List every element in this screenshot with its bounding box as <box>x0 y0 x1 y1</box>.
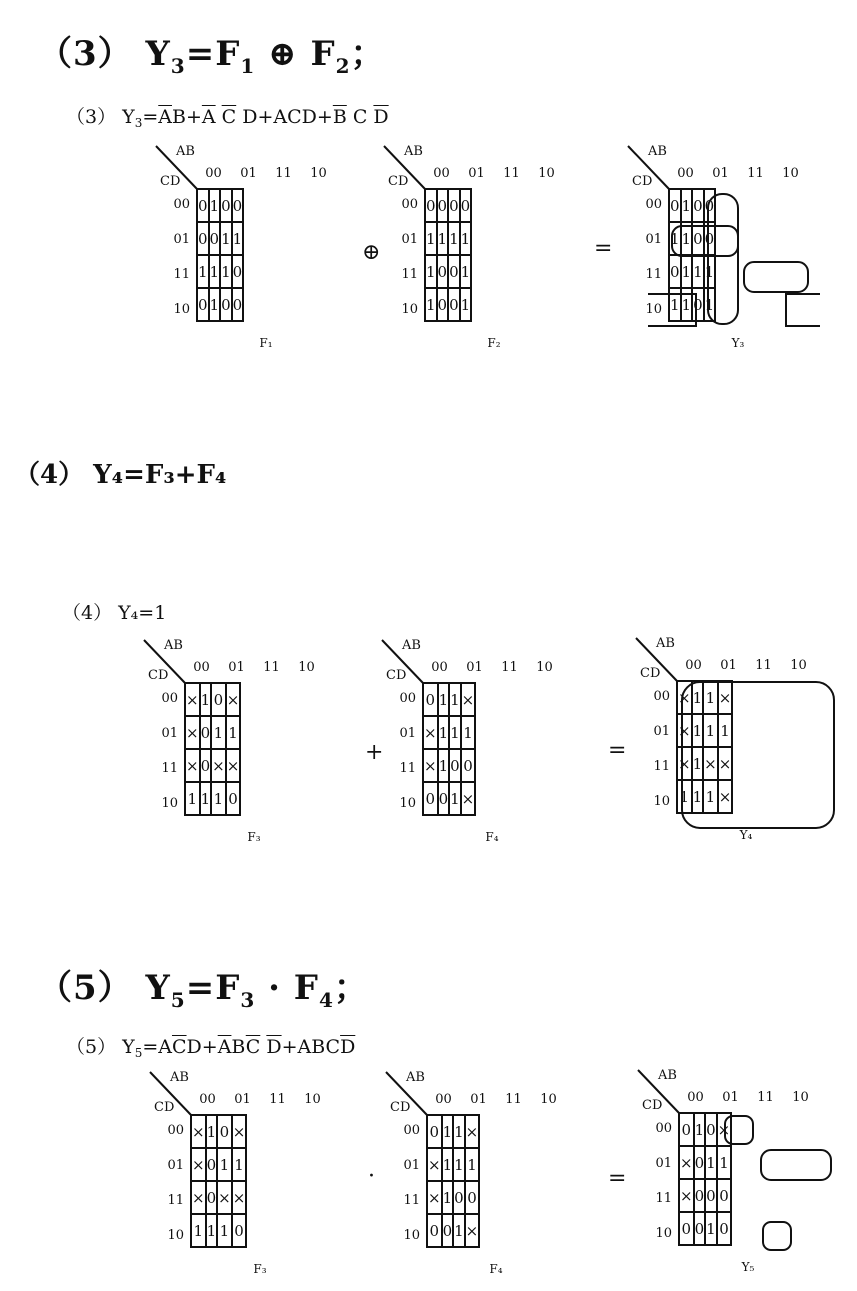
kmap-row-header: 11 <box>161 761 178 776</box>
kmap-cell: 0 <box>704 189 716 222</box>
kmap-cell: 1 <box>449 683 461 716</box>
kmap-col-header: 11 <box>505 1092 522 1107</box>
kmap-cell: × <box>703 747 718 780</box>
loop-y5-b <box>761 1150 831 1180</box>
kmap-col-header: 01 <box>712 166 729 181</box>
kmap-cell: 1 <box>191 1214 206 1247</box>
kmap-cell: 0 <box>437 189 449 222</box>
kmap-row-header: 10 <box>167 1228 184 1243</box>
kmap-cell: × <box>679 1179 694 1212</box>
kmap-cell: 0 <box>692 189 704 222</box>
kmap-col-header: 00 <box>199 1092 216 1107</box>
kmap-cell: 0 <box>705 1113 717 1146</box>
kmap-grid <box>668 188 716 322</box>
kmap-cell: 0 <box>437 255 449 288</box>
kmap-cell: 0 <box>694 1212 706 1245</box>
kmap-cell: 0 <box>197 222 209 255</box>
kmap-cell: 0 <box>423 782 438 815</box>
kmap-cell: 1 <box>681 255 693 288</box>
kmap-cell: 0 <box>692 288 704 321</box>
kmap-col-header: 10 <box>540 1092 557 1107</box>
kmap-ab-label: AB <box>402 638 421 653</box>
kmap-cd-label: CD <box>388 174 409 189</box>
kmap-col-header: 10 <box>536 660 553 675</box>
kmap-caption: Y₄ <box>739 828 753 842</box>
kmap-ab-label: AB <box>404 144 423 159</box>
kmap-cell: 1 <box>681 222 693 255</box>
kmap-cell: 1 <box>437 222 449 255</box>
kmap-row-header: 10 <box>173 302 190 317</box>
kmap-row-header: 11 <box>645 267 662 282</box>
kmap-cell: 0 <box>197 189 209 222</box>
kmap-cell: 0 <box>200 716 212 749</box>
kmap-cell: × <box>677 747 692 780</box>
kmap-row-header: 01 <box>399 726 416 741</box>
loop-y5-c <box>763 1222 791 1250</box>
kmap-cell: 1 <box>703 714 718 747</box>
kmap-cell: × <box>211 749 226 782</box>
loop-y3-row11 <box>744 262 808 292</box>
kmap-cell: 0 <box>679 1113 694 1146</box>
kmap-cell: 1 <box>681 189 693 222</box>
kmap-col-header: 10 <box>304 1092 321 1107</box>
kmap-cell: 1 <box>206 1115 218 1148</box>
kmap-cell: 1 <box>718 714 733 747</box>
section4-expression: （4） Y₄=1 <box>62 602 167 624</box>
kmap-cell: × <box>232 1115 247 1148</box>
kmap-cd-label: CD <box>640 666 661 681</box>
kmap-cell: 1 <box>211 716 226 749</box>
kmap-caption: F₄ <box>485 830 499 844</box>
kmap-cell: 0 <box>206 1148 218 1181</box>
kmap-row-header: 10 <box>653 794 670 809</box>
kmap-cell: × <box>232 1181 247 1214</box>
kmap-cell: 0 <box>425 189 437 222</box>
kmap-col-header: 00 <box>685 658 702 673</box>
kmap-caption: F₃ <box>247 830 261 844</box>
kmap-cell: 0 <box>232 288 244 321</box>
kmap-cell: 1 <box>692 714 704 747</box>
kmap-col-header: 01 <box>720 658 737 673</box>
kmap-cell: 0 <box>448 288 460 321</box>
kmap-cell: 1 <box>209 288 221 321</box>
kmap-col-header: 11 <box>269 1092 286 1107</box>
kmap-ab-label: AB <box>406 1070 425 1085</box>
kmap-cell: 0 <box>694 1179 706 1212</box>
kmap-grid <box>424 188 472 322</box>
kmap-grid <box>678 1112 732 1246</box>
kmap-cell: 0 <box>461 749 476 782</box>
kmap-cell: 1 <box>220 222 232 255</box>
kmap-cell: 0 <box>669 255 681 288</box>
kmap-cell: 0 <box>217 1115 232 1148</box>
kmap-row-header: 01 <box>655 1156 672 1171</box>
kmap-cell: 1 <box>425 288 437 321</box>
kmap-cell: 0 <box>427 1115 442 1148</box>
kmap-row-header: 00 <box>399 691 416 706</box>
kmap-cell: 0 <box>694 1146 706 1179</box>
kmap-cell: 0 <box>200 749 212 782</box>
kmap-col-header: 11 <box>263 660 280 675</box>
kmap-caption: F₄ <box>489 1262 503 1276</box>
kmap-row-header: 01 <box>173 232 190 247</box>
kmap-cell: 1 <box>705 1146 717 1179</box>
kmap-col-header: 00 <box>431 660 448 675</box>
kmap-cell: 1 <box>438 749 450 782</box>
kmap-ab-label: AB <box>648 144 667 159</box>
kmap-ab-label: AB <box>176 144 195 159</box>
kmap-row-header: 01 <box>161 726 178 741</box>
kmap-cell: × <box>718 780 733 813</box>
kmap-col-header: 11 <box>275 166 292 181</box>
kmap-cell: 1 <box>705 1212 717 1245</box>
kmap-cell: 0 <box>704 222 716 255</box>
kmap-cell: 0 <box>232 189 244 222</box>
kmap-cell: 0 <box>197 288 209 321</box>
kmap-grid <box>676 680 733 814</box>
kmap-cell: 1 <box>197 255 209 288</box>
kmap-cell: 1 <box>438 716 450 749</box>
kmap-cell: 1 <box>209 189 221 222</box>
kmap-row-header: 11 <box>399 761 416 776</box>
kmap-cell: 0 <box>220 288 232 321</box>
kmap-cell: 1 <box>209 255 221 288</box>
kmap-col-header: 01 <box>234 1092 251 1107</box>
kmap-cell: 1 <box>461 716 476 749</box>
kmap-row-header: 11 <box>401 267 418 282</box>
kmap-caption: F₃ <box>253 1262 267 1276</box>
kmap-col-header: 10 <box>790 658 807 673</box>
kmap-cell: 1 <box>677 780 692 813</box>
kmap-row-header: 01 <box>167 1158 184 1173</box>
kmap-row-header: 00 <box>167 1123 184 1138</box>
kmap-cell: 1 <box>200 782 212 815</box>
kmap-row-header: 01 <box>401 232 418 247</box>
kmap-cell: 1 <box>442 1181 454 1214</box>
kmap-col-header: 10 <box>792 1090 809 1105</box>
kmap-row-header: 00 <box>403 1123 420 1138</box>
kmap-caption: Y₃ <box>731 336 745 350</box>
kmap-cell: 0 <box>438 782 450 815</box>
kmap-row-header: 00 <box>173 197 190 212</box>
section5-heading: （5） $Y_5=F_3 \cdot F_4$； <box>38 968 369 1012</box>
kmap-cd-label: CD <box>154 1100 175 1115</box>
kmap-cell: × <box>427 1181 442 1214</box>
kmap-cell: 0 <box>232 255 244 288</box>
kmap-cd-label: CD <box>160 174 181 189</box>
kmap-cell: × <box>718 681 733 714</box>
kmap-cell: 1 <box>460 255 472 288</box>
kmap-col-header: 01 <box>722 1090 739 1105</box>
kmap-grid <box>184 682 241 816</box>
kmap-grid <box>426 1114 480 1248</box>
kmap-cell: 1 <box>704 255 716 288</box>
kmap-cell: 1 <box>681 288 693 321</box>
kmap-caption: Y₅ <box>741 1260 755 1274</box>
kmap-cell: × <box>185 716 200 749</box>
kmap-cell: 1 <box>232 222 244 255</box>
kmap-cell: × <box>226 749 241 782</box>
kmap-cell: 1 <box>200 683 212 716</box>
kmap-cell: × <box>423 716 438 749</box>
kmap-col-header: 10 <box>782 166 799 181</box>
kmap-cell: 0 <box>423 683 438 716</box>
kmap-col-header: 00 <box>433 166 450 181</box>
kmap-cell: × <box>427 1148 442 1181</box>
kmap-cell: 0 <box>220 189 232 222</box>
xor-operator: ⊕ <box>362 240 381 265</box>
kmap-col-header: 00 <box>205 166 222 181</box>
kmap-cell: 1 <box>220 255 232 288</box>
kmap-cell: 1 <box>442 1148 454 1181</box>
kmap-row-header: 01 <box>645 232 662 247</box>
kmap-col-header: 01 <box>466 660 483 675</box>
kmap-caption: F₁ <box>259 336 273 350</box>
kmap-cell: 1 <box>460 222 472 255</box>
kmap-row-header: 11 <box>167 1193 184 1208</box>
kmap-cell: 0 <box>442 1214 454 1247</box>
kmap-cd-label: CD <box>390 1100 411 1115</box>
kmap-row-header: 10 <box>399 796 416 811</box>
section4-heading: （4） Y₄=F₃+F₄ <box>14 460 227 490</box>
kmap-cell: × <box>717 1113 732 1146</box>
kmap-cell: × <box>461 782 476 815</box>
plus-operator: + <box>365 740 384 765</box>
kmap-cell: 0 <box>232 1214 247 1247</box>
kmap-col-header: 00 <box>435 1092 452 1107</box>
kmap-cell: × <box>461 683 476 716</box>
kmap-cell: × <box>191 1115 206 1148</box>
kmap-ab-label: AB <box>658 1068 677 1083</box>
kmap-cell: 1 <box>217 1148 232 1181</box>
kmap-cell: 0 <box>679 1212 694 1245</box>
section5-expression: （5） $Y_5=A\overline{C}D+\overline{A}B\overline{C}$ $\overline{D}+ABC\overline{D}$ <box>66 1036 356 1060</box>
kmap-col-header: 01 <box>468 166 485 181</box>
kmap-cell: 0 <box>460 189 472 222</box>
kmap-cell: × <box>465 1115 480 1148</box>
kmap-cell: 0 <box>465 1181 480 1214</box>
kmap-caption: F₂ <box>487 336 501 350</box>
kmap-col-header: 00 <box>677 166 694 181</box>
kmap-cell: 1 <box>206 1214 218 1247</box>
kmap-cell: × <box>465 1214 480 1247</box>
kmap-row-header: 10 <box>161 796 178 811</box>
kmap-cell: 1 <box>669 288 681 321</box>
kmap-cell: 1 <box>425 222 437 255</box>
kmap-cell: 0 <box>717 1179 732 1212</box>
kmap-cell: × <box>191 1181 206 1214</box>
kmap-cell: 1 <box>694 1113 706 1146</box>
kmap-row-header: 10 <box>645 302 662 317</box>
kmap-cell: 0 <box>669 189 681 222</box>
kmap-grid <box>422 682 476 816</box>
kmap-col-header: 11 <box>503 166 520 181</box>
equals-operator: = <box>594 236 613 261</box>
kmap-cell: 0 <box>448 255 460 288</box>
kmap-cell: 1 <box>692 681 704 714</box>
kmap-grid <box>190 1114 247 1248</box>
kmap-row-header: 10 <box>401 302 418 317</box>
kmap-cell: 1 <box>217 1214 232 1247</box>
kmap-row-header: 01 <box>403 1158 420 1173</box>
kmap-cell: 1 <box>704 288 716 321</box>
kmap-col-header: 11 <box>757 1090 774 1105</box>
kmap-row-header: 10 <box>403 1228 420 1243</box>
kmap-cell: 1 <box>453 1214 465 1247</box>
kmap-grid <box>196 188 244 322</box>
kmap-col-header: 01 <box>470 1092 487 1107</box>
kmap-cell: 0 <box>449 749 461 782</box>
kmap-row-header: 00 <box>645 197 662 212</box>
kmap-ab-label: AB <box>164 638 183 653</box>
kmap-cell: 1 <box>185 782 200 815</box>
equals-operator: = <box>608 1166 627 1191</box>
kmap-cell: × <box>226 683 241 716</box>
kmap-cell: 1 <box>692 780 704 813</box>
kmap-cell: 1 <box>448 222 460 255</box>
kmap-cell: 1 <box>425 255 437 288</box>
equals-operator: = <box>608 738 627 763</box>
kmap-cell: × <box>718 747 733 780</box>
kmap-cd-label: CD <box>148 668 169 683</box>
kmap-row-header: 00 <box>161 691 178 706</box>
kmap-cell: × <box>185 749 200 782</box>
kmap-cell: × <box>677 714 692 747</box>
kmap-row-header: 00 <box>401 197 418 212</box>
loop-y3-corner-right <box>786 294 820 326</box>
kmap-ab-label: AB <box>656 636 675 651</box>
kmap-cell: 0 <box>717 1212 732 1245</box>
kmap-cell: × <box>677 681 692 714</box>
kmap-col-header: 11 <box>501 660 518 675</box>
kmap-cell: 0 <box>427 1214 442 1247</box>
kmap-cell: 0 <box>692 222 704 255</box>
kmap-cell: 0 <box>448 189 460 222</box>
kmap-row-header: 10 <box>655 1226 672 1241</box>
kmap-cell: 1 <box>232 1148 247 1181</box>
kmap-cell: 0 <box>226 782 241 815</box>
kmap-col-header: 10 <box>310 166 327 181</box>
kmap-cell: 1 <box>717 1146 732 1179</box>
kmap-cell: 1 <box>703 780 718 813</box>
kmap-cell: 1 <box>453 1148 465 1181</box>
kmap-cell: × <box>185 683 200 716</box>
kmap-row-header: 11 <box>403 1193 420 1208</box>
kmap-cd-label: CD <box>386 668 407 683</box>
kmap-cell: 1 <box>692 747 704 780</box>
kmap-cd-label: CD <box>642 1098 663 1113</box>
kmap-cd-label: CD <box>632 174 653 189</box>
kmap-col-header: 10 <box>538 166 555 181</box>
section3-heading: （3） $Y_3=F_1$ ⊕ $F_2$； <box>38 34 386 78</box>
kmap-col-header: 00 <box>687 1090 704 1105</box>
kmap-col-header: 11 <box>747 166 764 181</box>
kmap-cell: 0 <box>209 222 221 255</box>
kmap-col-header: 00 <box>193 660 210 675</box>
kmap-cell: 1 <box>211 782 226 815</box>
kmap-cell: × <box>217 1181 232 1214</box>
kmap-cell: 1 <box>669 222 681 255</box>
kmap-col-header: 10 <box>298 660 315 675</box>
kmap-cell: 1 <box>453 1115 465 1148</box>
kmap-col-header: 01 <box>228 660 245 675</box>
kmap-col-header: 11 <box>755 658 772 673</box>
kmap-cell: 1 <box>692 255 704 288</box>
kmap-cell: 0 <box>705 1179 717 1212</box>
kmap-row-header: 11 <box>653 759 670 774</box>
kmap-row-header: 01 <box>653 724 670 739</box>
kmap-cell: 0 <box>437 288 449 321</box>
kmap-cell: 0 <box>453 1181 465 1214</box>
kmap-cell: × <box>679 1146 694 1179</box>
kmap-row-header: 00 <box>653 689 670 704</box>
kmap-row-header: 00 <box>655 1121 672 1136</box>
kmap-cell: 1 <box>442 1115 454 1148</box>
kmap-cell: 1 <box>449 782 461 815</box>
kmap-cell: 1 <box>226 716 241 749</box>
kmap-cell: 1 <box>465 1148 480 1181</box>
kmap-cell: 1 <box>460 288 472 321</box>
section3-expression: （3） $Y_3=\overline{A}B+\overline{A}$ $\overline{C}$ $D+ACD+\overline{B}$ C $\overline{D}$ <box>66 106 389 130</box>
kmap-cell: 1 <box>703 681 718 714</box>
dot-operator: · <box>368 1164 375 1189</box>
kmap-row-header: 11 <box>173 267 190 282</box>
kmap-cell: 0 <box>211 683 226 716</box>
kmap-ab-label: AB <box>170 1070 189 1085</box>
kmap-cell: × <box>423 749 438 782</box>
kmap-cell: × <box>191 1148 206 1181</box>
kmap-col-header: 01 <box>240 166 257 181</box>
kmap-cell: 1 <box>449 716 461 749</box>
kmap-row-header: 11 <box>655 1191 672 1206</box>
kmap-cell: 0 <box>206 1181 218 1214</box>
kmap-cell: 1 <box>438 683 450 716</box>
